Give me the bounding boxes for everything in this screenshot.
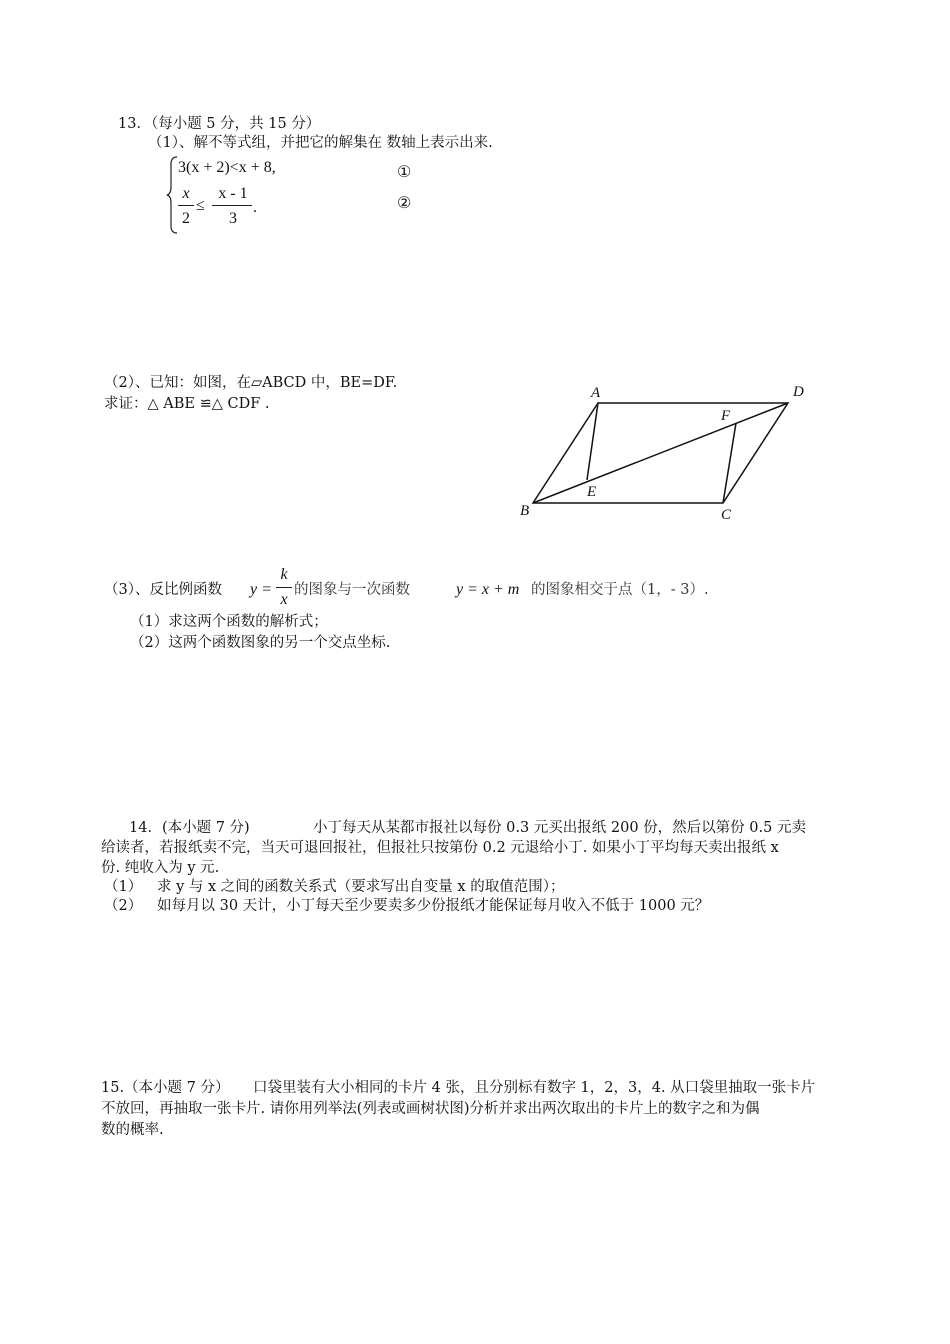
q14-sub1-text: 求 y 与 x 之间的函数关系式（要求写出自变量 x 的取值范围）； — [157, 879, 565, 895]
ineq2-lhs-fraction-bar — [178, 205, 194, 206]
label-c: C — [721, 507, 732, 523]
q13-part1-prompt: （1）、解不等式组，并把它的解集在 数轴上表示出来. — [148, 135, 493, 151]
q15-line3: 数的概率. — [101, 1122, 164, 1138]
inequality-1-marker: ① — [397, 162, 412, 181]
inequality-2-marker: ② — [397, 193, 412, 212]
parallelogram-figure — [510, 378, 820, 528]
q13-part3-sub1: （1）求这两个函数的解析式； — [130, 614, 328, 630]
segment-cf — [723, 423, 736, 503]
inequality-1: 3(x + 2)<x + 8, — [178, 159, 276, 176]
diagonal-bd — [533, 403, 788, 503]
label-a: A — [591, 385, 601, 401]
label-f: F — [721, 408, 731, 424]
ineq2-period: . — [253, 199, 257, 216]
q13-part3-sub2: （2）这两个函数图象的另一个交点坐标. — [130, 635, 391, 651]
ineq2-lhs-denominator: 2 — [182, 210, 190, 227]
q13-part3-prefix: （3）、反比例函数 — [104, 582, 222, 598]
q13-part2-given: （2）、已知：如图，在▱ABCD 中，BE=DF. — [104, 375, 398, 391]
q13-part3-y-eq: y = — [250, 581, 272, 598]
q14-header: 14．(本小题 7 分) — [129, 820, 250, 836]
q14-sub1-number: （1） — [104, 879, 143, 895]
ineq2-lhs-numerator: x — [182, 185, 190, 202]
q13-part3-suffix: 的图象相交于点（1，- 3）. — [531, 582, 709, 598]
q13-part3-frac-denominator: x — [280, 591, 288, 608]
q13-part3-frac-numerator: k — [280, 566, 288, 583]
q14-sub2-text: 如每月以 30 天计，小丁每天至少要卖多少份报纸才能保证每月收入不低于 1000 元？ — [157, 898, 710, 914]
ineq2-operator: ≤ — [196, 197, 205, 214]
label-b: B — [520, 503, 530, 519]
q15-line1: 口袋里装有大小相同的卡片 4 张，且分别标有数字 1，2，3，4. 从口袋里抽取一张卡片 — [253, 1080, 816, 1096]
q13-part3-fraction-bar — [276, 587, 292, 588]
q13-part2-prove: 求证：△ ABE ≌△ CDF . — [104, 396, 270, 412]
q15-header: 15.（本小题 7 分） — [101, 1080, 230, 1096]
label-d: D — [793, 384, 804, 400]
q14-line3: 份. 纯收入为 y 元. — [101, 860, 220, 876]
q15-line2: 不放回，再抽取一张卡片. 请你用列举法(列表或画树状图)分析并求出两次取出的卡片上的数字之和为偶 — [101, 1101, 760, 1117]
ineq2-rhs-fraction-bar — [212, 205, 252, 206]
q14-sub2-number: （2） — [104, 898, 143, 914]
label-e: E — [587, 484, 597, 500]
ineq2-rhs-denominator: 3 — [229, 210, 237, 227]
segment-ae — [587, 403, 598, 480]
q13-header: 13．（每小题 5 分，共 15 分） — [118, 116, 321, 132]
q13-part3-middle: 的图象与一次函数 — [294, 582, 410, 598]
ineq2-rhs-numerator: x - 1 — [218, 185, 248, 202]
q14-line2: 给读者，若报纸卖不完，当天可退回报社，但报社只按第份 0.2 元退给小丁. 如果小丁平均每天卖出报纸 x — [101, 840, 779, 856]
q13-part3-linear: y = x + m — [456, 581, 520, 598]
q14-line1: 小丁每天从某都市报社以每份 0.3 元买出报纸 200 份，然后以第份 0.5 元卖 — [313, 820, 806, 836]
